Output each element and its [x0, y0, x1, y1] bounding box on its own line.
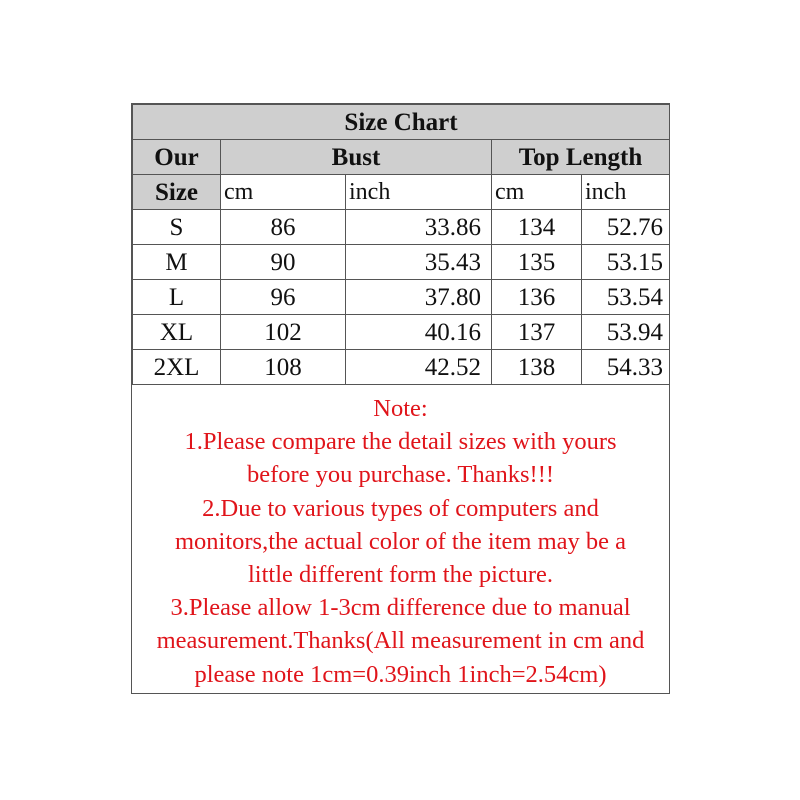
note-line: monitors,the actual color of the item may be a	[174, 527, 627, 555]
bust-inch-cell: 33.86	[346, 210, 492, 245]
note-line: Note:	[373, 395, 428, 422]
bust-inch-cell: 40.16	[346, 315, 492, 350]
note-line: 1.Please compare the detail sizes with yours	[184, 428, 617, 456]
length-cm-cell: 136	[492, 280, 582, 315]
table-row	[133, 315, 670, 350]
bust-inch-cell: 37.80	[346, 280, 492, 315]
bust-cm-cell: 108	[221, 350, 346, 385]
size-cell: XL	[133, 315, 221, 350]
bust-cm-unit: cm	[221, 175, 346, 210]
size-cell: M	[133, 245, 221, 280]
table-title: Size Chart	[133, 105, 670, 140]
length-inch-cell: 54.33	[582, 350, 670, 385]
length-inch-cell: 53.94	[582, 315, 670, 350]
top-length-header: Top Length	[492, 140, 670, 175]
length-inch-cell: 53.54	[582, 280, 670, 315]
length-cm-cell: 135	[492, 245, 582, 280]
length-cm-cell: 138	[492, 350, 582, 385]
table-row	[133, 245, 670, 280]
note-line: 2.Due to various types of computers and	[202, 494, 599, 522]
size-cell: L	[133, 280, 221, 315]
bust-inch-cell: 35.43	[346, 245, 492, 280]
length-cm-cell: 134	[492, 210, 582, 245]
length-inch-cell: 52.76	[582, 210, 670, 245]
note-line: little different form the picture.	[247, 561, 553, 589]
our-size-header-line1: Our	[133, 140, 221, 175]
bust-inch-unit: inch	[346, 175, 492, 210]
note-line: before you purchase. Thanks!!!	[246, 461, 555, 489]
bust-cm-cell: 102	[221, 315, 346, 350]
our-size-header-line2: Size	[133, 175, 221, 210]
table-row	[133, 280, 670, 315]
bust-inch-cell: 42.52	[346, 350, 492, 385]
length-inch-unit: inch	[582, 175, 670, 210]
note-line: measurement.Thanks(All measurement in cm and	[156, 627, 645, 655]
note-line: please note 1cm=0.39inch 1inch=2.54cm)	[194, 660, 607, 688]
length-cm-unit: cm	[492, 175, 582, 210]
length-cm-cell: 137	[492, 315, 582, 350]
bust-cm-cell: 96	[221, 280, 346, 315]
size-table	[132, 104, 670, 385]
size-chart	[131, 103, 670, 694]
bust-cm-cell: 86	[221, 210, 346, 245]
table-row	[133, 210, 670, 245]
note-line: 3.Please allow 1-3cm difference due to manual	[170, 594, 631, 622]
size-cell: 2XL	[133, 350, 221, 385]
length-inch-cell: 53.15	[582, 245, 670, 280]
size-cell: S	[133, 210, 221, 245]
bust-cm-cell: 90	[221, 245, 346, 280]
note-section	[132, 378, 669, 693]
bust-header: Bust	[221, 140, 492, 175]
